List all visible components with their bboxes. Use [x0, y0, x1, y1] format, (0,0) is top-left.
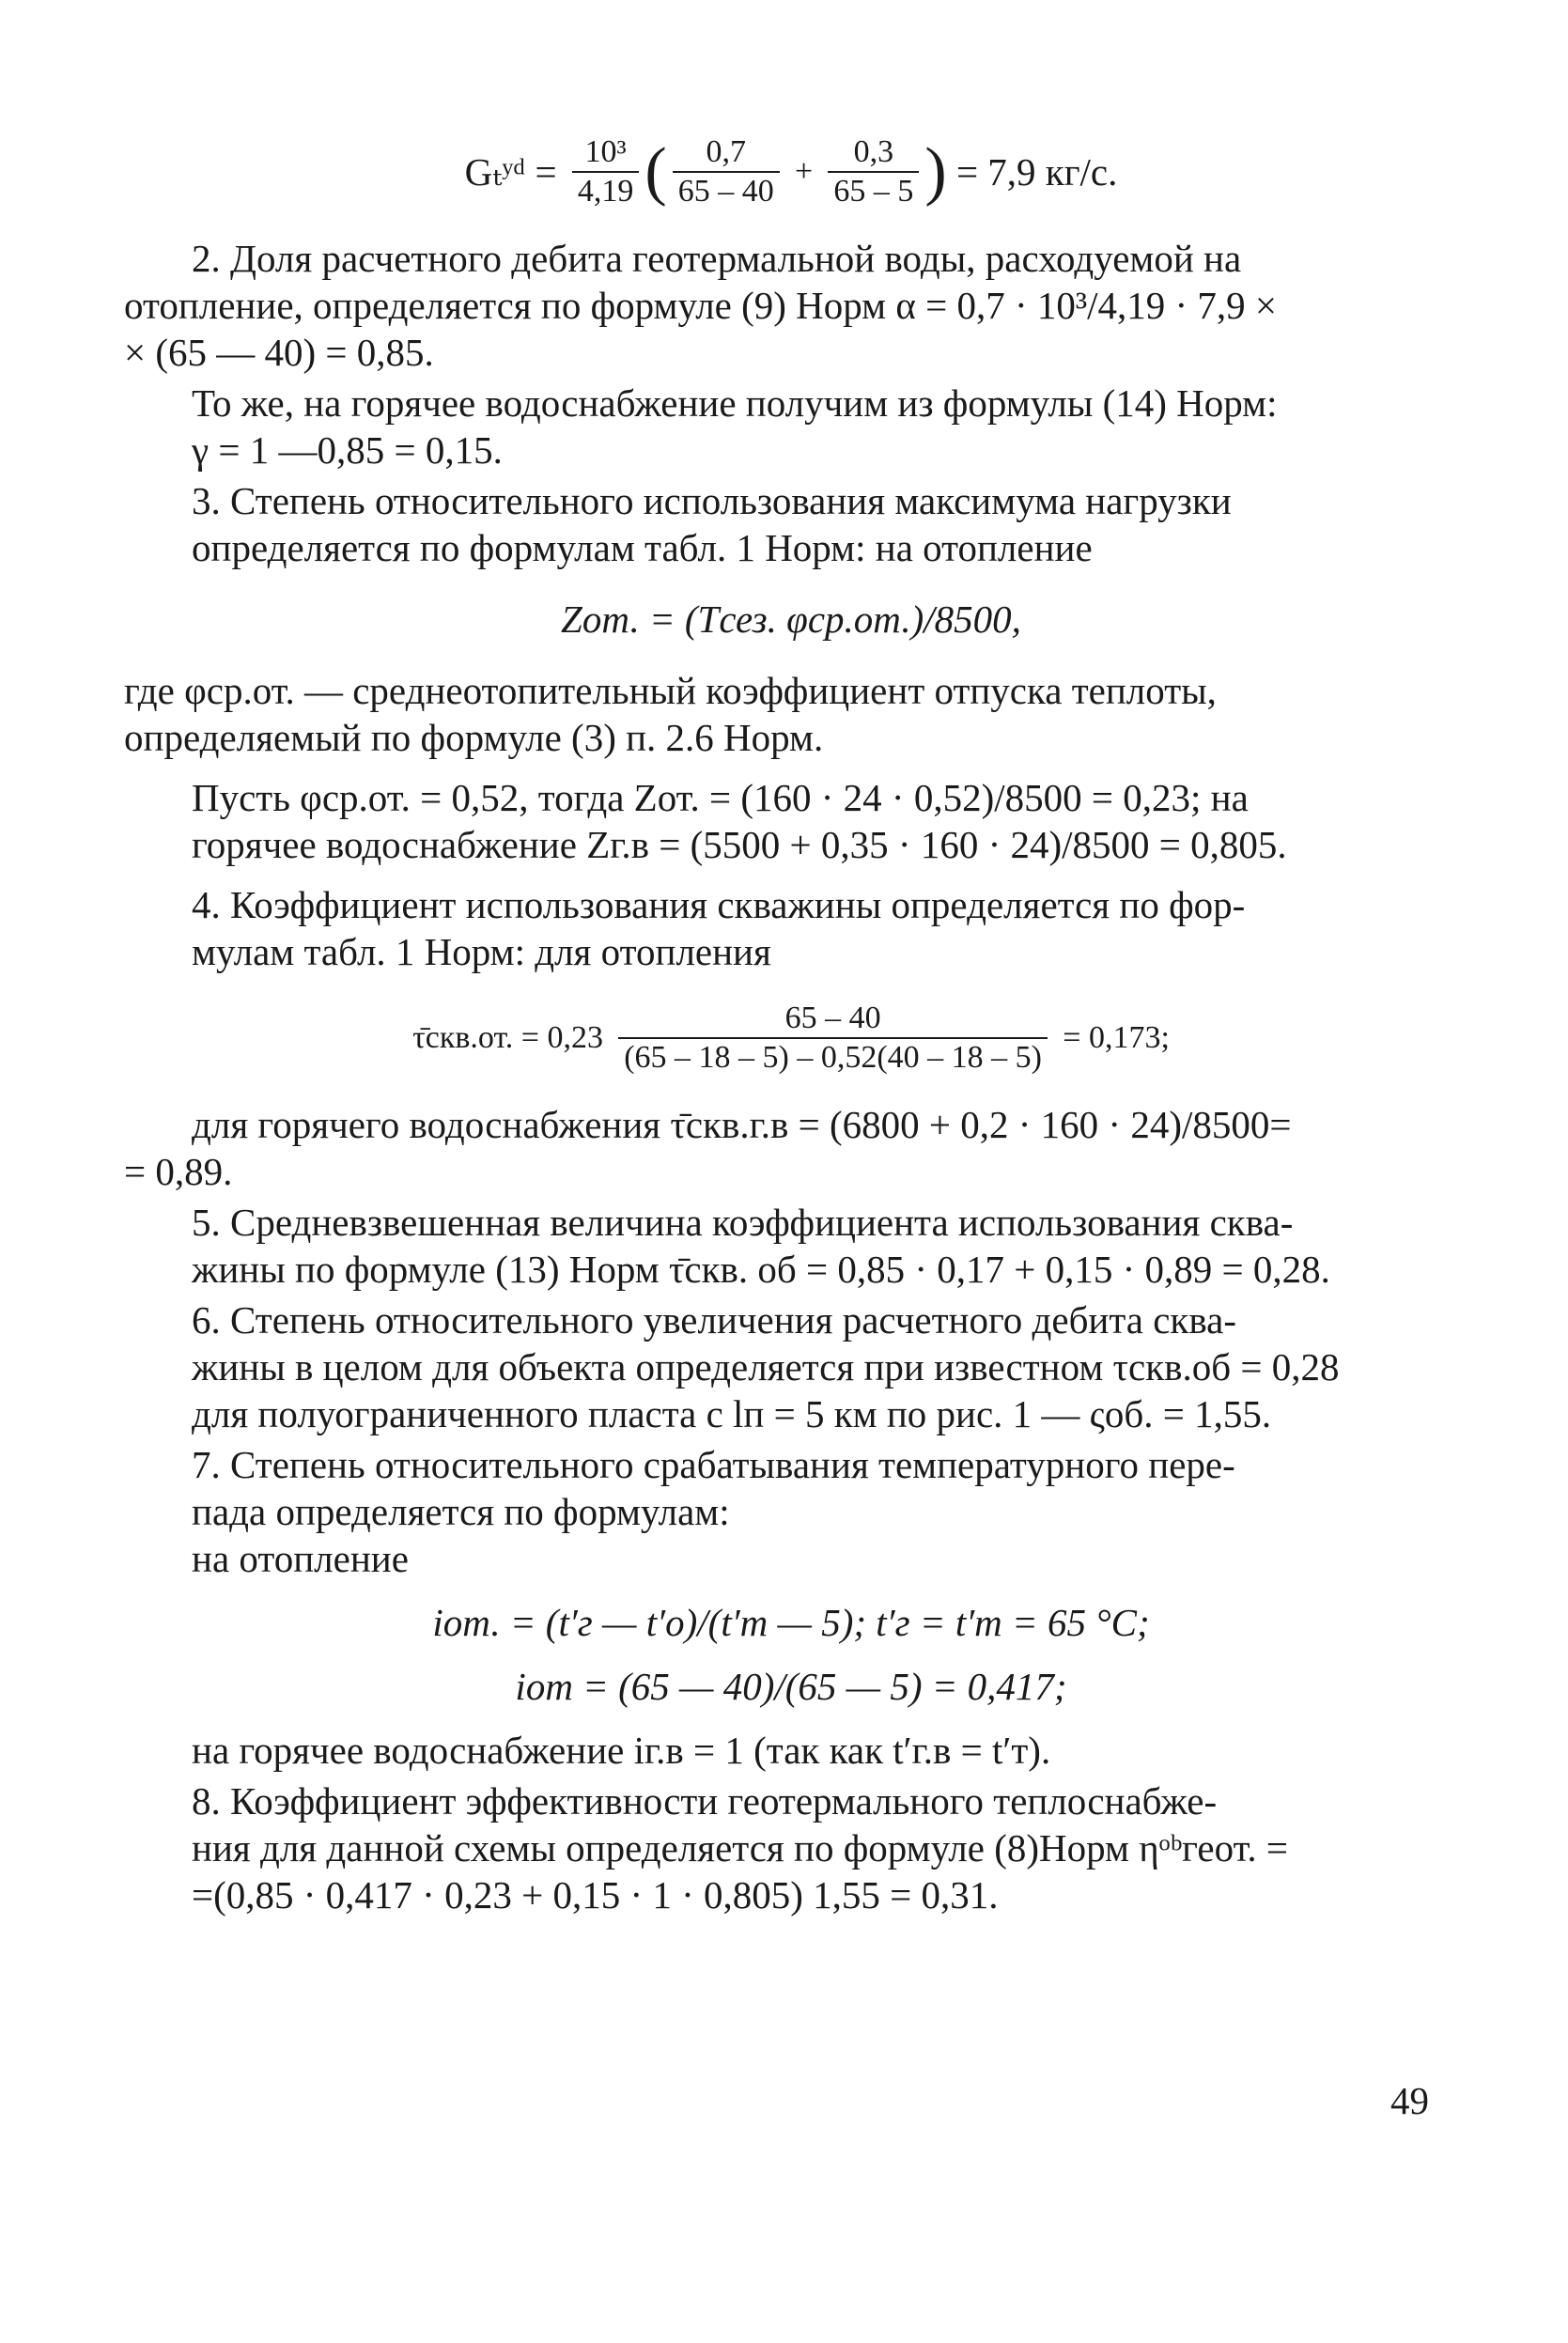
paragraph-2b-line-2: γ = 1 —0,85 = 0,15. [192, 428, 503, 472]
paragraph-7-line-1: 7. Степень относительного срабатывания температурного пере- [192, 1443, 1235, 1486]
formula-g-coef-den: 4,19 [577, 174, 634, 209]
paragraph-4b-line-2: = 0,89. [124, 1150, 233, 1193]
formula-g-lhs: Gₜʸᵈ = [464, 150, 557, 194]
paragraph-2 [124, 235, 1458, 376]
paragraph-5-line-1: 5. Средневзвешенная величина коэффициента использования сква- [192, 1201, 1294, 1244]
formula-tau-frac [618, 1000, 1048, 1077]
formula-i2 [124, 1663, 1458, 1710]
formula-i1 [124, 1599, 1458, 1646]
page-body [124, 122, 1458, 1922]
paragraph-7 [124, 1441, 1458, 1582]
page-number: 49 [1390, 2079, 1429, 2122]
formula-tau-num: 65 – 40 [618, 1000, 1048, 1039]
paragraph-3-line-2: определяется по формулам табл. 1 Норм: на отопление [192, 526, 1093, 569]
formula-g-coef-num: 10³ [572, 133, 640, 173]
paragraph-7b [124, 1727, 1458, 1774]
paragraph-8-line-2: ния для данной схемы определяется по формуле (8)Норм ηᵒᵇгеот. = [192, 1826, 1289, 1870]
formula-g-plus: + [794, 154, 814, 189]
paragraph-6-line-3: для полуограниченного пласта с lп = 5 км по рис. 1 — ςоб. = 1,55. [192, 1392, 1272, 1435]
paragraph-6 [124, 1296, 1458, 1437]
paragraph-2b [124, 380, 1458, 473]
paragraph-3b-line-1: где φср.от. — среднеотопительный коэффициент отпуска теплоты, [124, 669, 1217, 712]
paragraph-3b-line-2: определяемый по формуле (3) п. 2.6 Норм. [124, 716, 824, 759]
formula-z-text: Zот. = (Tсез. φср.от.)/8500, [561, 597, 1021, 641]
paragraph-2-line-3: × (65 — 40) = 0,85. [124, 331, 434, 374]
formula-g-frac1-num: 0,7 [673, 133, 780, 173]
formula-g-frac2 [828, 133, 919, 210]
formula-tau-den: (65 – 18 – 5) – 0,52(40 – 18 – 5) [624, 1040, 1043, 1075]
formula-g-frac1-den: 65 – 40 [677, 174, 774, 209]
paragraph-3c-line-2: горячее водоснабжение Zг.в = (5500 + 0,35 · 160 · 24)/8500 = 0,805. [192, 823, 1287, 866]
paragraph-5 [124, 1199, 1458, 1293]
formula-tau [124, 1000, 1458, 1077]
formula-z [124, 596, 1458, 643]
paragraph-3 [124, 477, 1458, 571]
left-paren: ( [644, 135, 667, 208]
paragraph-8-line-1: 8. Коэффициент эффективности геотермального теплоснабже- [192, 1779, 1218, 1823]
paragraph-3c-line-1: Пусть φср.от. = 0,52, тогда Zот. = (160 · 24 · 0,52)/8500 = 0,23; на [192, 776, 1249, 819]
paragraph-6-line-2: жины в целом для объекта определяется при известном τскв.об = 0,28 [192, 1345, 1340, 1389]
formula-g [124, 133, 1458, 210]
paragraph-3-line-1: 3. Степень относительного использования максимума нагрузки [192, 479, 1232, 522]
paragraph-4b [124, 1101, 1458, 1195]
paragraph-2-line-1: 2. Доля расчетного дебита геотермальной воды, расходуемой на [192, 237, 1242, 280]
paragraph-8-line-3: =(0,85 · 0,417 · 0,23 + 0,15 · 1 · 0,805) 1,55 = 0,31. [192, 1873, 999, 1916]
paragraph-2-line-2: отопление, определяется по формуле (9) Норм α = 0,7 · 10³/4,19 · 7,9 × [124, 284, 1278, 327]
formula-tau-rhs: = 0,173; [1063, 1020, 1170, 1055]
paragraph-5-line-2: жины по формуле (13) Норм τ̄скв. об = 0,85 · 0,17 + 0,15 · 0,89 = 0,28. [192, 1248, 1330, 1291]
formula-g-coef [572, 133, 640, 210]
paragraph-7-line-2: пада определяется по формулам: [192, 1490, 730, 1533]
paragraph-3c [124, 774, 1458, 868]
formula-g-rhs: = 7,9 кг/с. [955, 150, 1118, 194]
paragraph-3b [124, 667, 1458, 761]
right-paren: ) [924, 135, 947, 208]
paragraph-4-line-1: 4. Коэффициент использования скважины определяется по фор- [192, 883, 1246, 926]
paragraph-4-line-2: мулам табл. 1 Норм: для отопления [192, 930, 771, 973]
paragraph-7b-line-1: на горячее водоснабжение iг.в = 1 (так как t′г.в = t′т). [192, 1729, 1051, 1772]
formula-i2-text: iот = (65 — 40)/(65 — 5) = 0,417; [515, 1665, 1067, 1708]
formula-g-frac2-den: 65 – 5 [833, 174, 914, 209]
paragraph-4 [124, 881, 1458, 975]
formula-tau-lhs: τ̄скв.от. = 0,23 [412, 1020, 603, 1055]
formula-g-frac2-num: 0,3 [828, 133, 919, 173]
paragraph-4b-line-1: для горячего водоснабжения τ̄скв.г.в = (6800 + 0,2 · 160 · 24)/8500= [192, 1103, 1292, 1146]
paragraph-6-line-1: 6. Степень относительного увеличения расчетного дебита сква- [192, 1298, 1237, 1342]
paragraph-2b-line-1: То же, на горячее водоснабжение получим из формулы (14) Норм: [192, 381, 1278, 425]
formula-g-frac1 [673, 133, 780, 210]
formula-i1-text: iот. = (t′г — t′о)/(t′т — 5); t′г = t′т = 65 °С; [432, 1601, 1150, 1644]
paragraph-8 [124, 1777, 1458, 1918]
paragraph-7-line-3: на отопление [192, 1537, 409, 1580]
